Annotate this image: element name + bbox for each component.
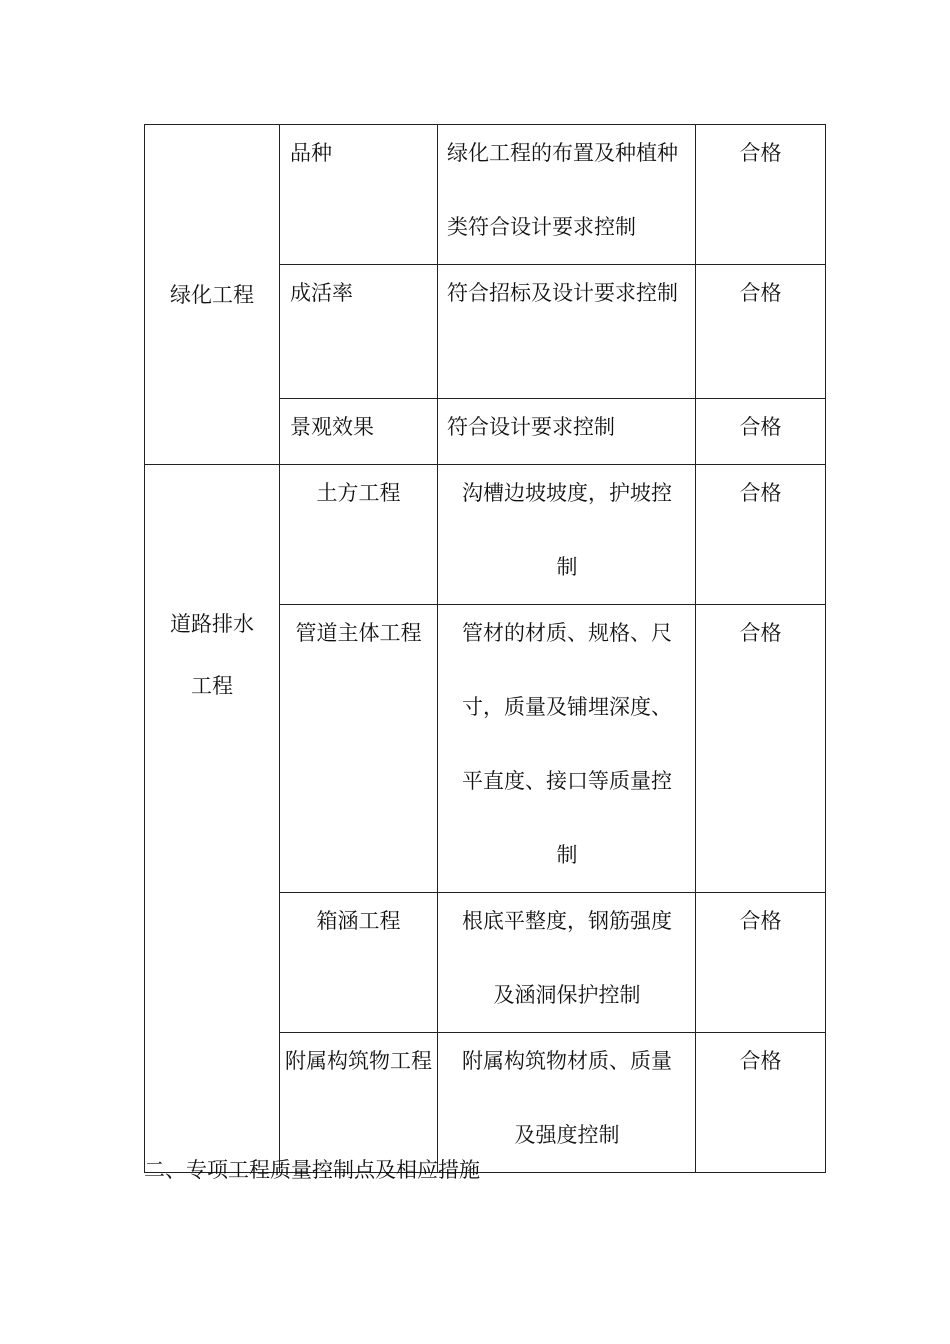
result-cell (696, 1033, 826, 1173)
item-cell (280, 265, 438, 399)
result-cell (696, 465, 826, 605)
table-row (145, 125, 826, 265)
requirement-text: 符合设计要求控制 (447, 415, 615, 439)
category-label: 绿化工程 (170, 282, 254, 307)
requirement-text: 附属构筑物材质、质量及强度控制 (462, 1049, 672, 1147)
requirement-cell (438, 125, 696, 265)
result-text: 合格 (739, 621, 782, 645)
category-cell (145, 465, 280, 1173)
requirement-cell (438, 265, 696, 399)
requirement-text: 绿化工程的布置及种植种类符合设计要求控制 (447, 141, 678, 239)
item-label: 附属构筑物工程 (285, 1049, 432, 1073)
item-label: 景观效果 (290, 415, 374, 439)
item-cell (280, 893, 438, 1033)
item-cell (280, 605, 438, 893)
requirement-text: 根底平整度，钢筋强度及涵洞保护控制 (462, 909, 672, 1007)
requirement-cell (438, 465, 696, 605)
requirement-cell (438, 893, 696, 1033)
requirement-cell (438, 399, 696, 465)
result-cell (696, 605, 826, 893)
item-label: 箱涵工程 (316, 909, 401, 933)
result-cell (696, 265, 826, 399)
requirement-text: 管材的材质、规格、尺寸，质量及铺埋深度、平直度、接口等质量控制 (462, 621, 672, 867)
item-label: 成活率 (290, 281, 353, 305)
result-text: 合格 (739, 415, 782, 439)
result-text: 合格 (739, 481, 782, 505)
result-text: 合格 (739, 281, 782, 305)
item-label: 品种 (290, 141, 332, 165)
item-label: 土方工程 (316, 481, 401, 505)
result-text: 合格 (739, 1049, 782, 1073)
requirement-text: 沟槽边坡坡度，护坡控制 (462, 481, 672, 579)
category-cell (145, 125, 280, 465)
requirement-text: 符合招标及设计要求控制 (447, 281, 678, 305)
table-row (145, 465, 826, 605)
result-cell (696, 125, 826, 265)
result-text: 合格 (739, 909, 782, 933)
result-cell (696, 893, 826, 1033)
item-label: 管道主体工程 (295, 621, 422, 645)
section-heading: 二、专项工程质量控制点及相应措施 (144, 1158, 480, 1182)
requirement-cell (438, 605, 696, 893)
result-cell (696, 399, 826, 465)
result-text: 合格 (739, 141, 782, 165)
category-label: 道路排水工程 (170, 612, 254, 698)
item-cell (280, 465, 438, 605)
item-cell (280, 125, 438, 265)
item-cell (280, 399, 438, 465)
quality-control-table (144, 124, 826, 1173)
